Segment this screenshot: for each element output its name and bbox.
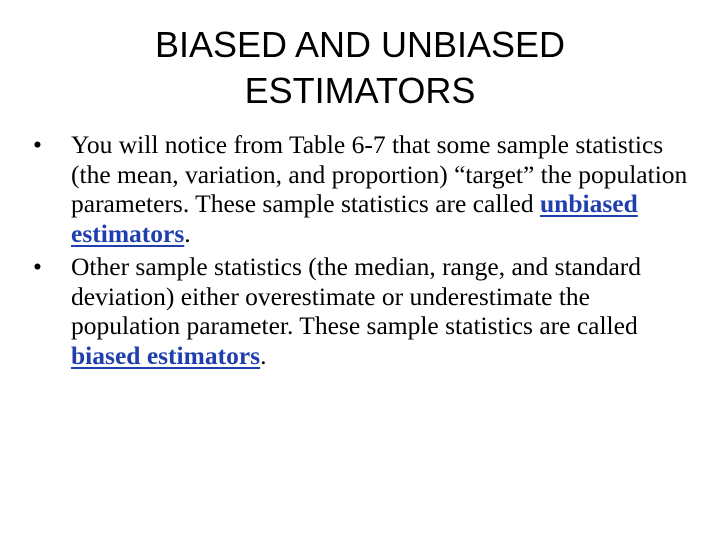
bullet-text: You will notice from Table 6-7 that some sample statistics (the mean, variation, and proportion) “target” the population parameters. These sample statistics are called (71, 130, 688, 218)
term-biased-estimators: biased estimators (71, 340, 261, 370)
slide-title-line-1: BIASED AND UNBIASED (154, 24, 566, 65)
bullet-text-end: . (184, 218, 191, 248)
term-unbiased-estimators: unbiased estimators (71, 189, 638, 248)
bullet-dot-icon: • (33, 130, 42, 159)
bullet-text: Other sample statistics (the median, range, and standard deviation) either overestimate or underestimate the population parameter. These sample statistics are called (71, 252, 642, 340)
bullet-item-biased (0, 252, 720, 370)
slide-title-line-2: ESTIMATORS (244, 70, 476, 111)
bullet-list (0, 130, 720, 374)
bullet-text-end: . (260, 340, 267, 370)
bullet-dot-icon: • (33, 252, 42, 281)
slide-title (40, 22, 680, 114)
bullet-item-unbiased (0, 130, 720, 248)
